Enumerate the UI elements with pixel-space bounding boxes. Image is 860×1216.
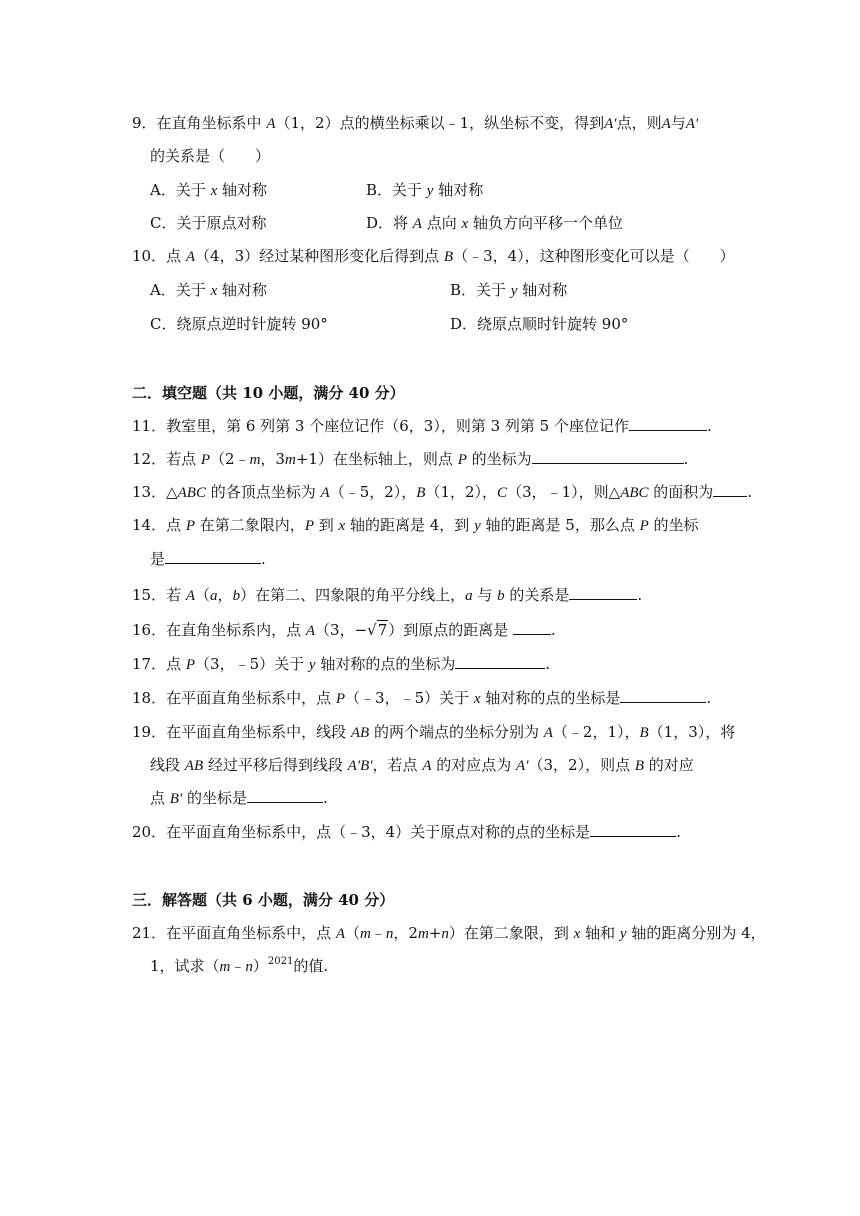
answer-blank[interactable] [513,620,551,635]
question-9-option-c: C．关于原点对称 [150,214,267,232]
answer-blank[interactable] [455,654,545,669]
answer-blank[interactable] [620,688,706,703]
question-9-option-d: D．将 A 点向 x 轴负方向平移一个单位 [366,214,623,232]
question-15: 15．若 A（a，b）在第二、四象限的角平分线上，a 与 b 的关系是 . [132,586,643,604]
square-root: √7 [367,621,388,639]
question-14-cont: 是 . [150,550,266,568]
answer-blank[interactable] [590,822,676,837]
question-17: 17．点 P（3，﹣5）关于 y 轴对称的点的坐标为 . [132,655,551,673]
answer-blank[interactable] [532,449,684,464]
question-13: 13．△ABC 的各顶点坐标为 A（﹣5，2），B（1，2），C（3，﹣1），则△ABC 的面积为 . [132,483,753,501]
question-11: 11．教室里，第 6 列第 3 个座位记作（6，3），则第 3 列第 5 个座位记作 . [132,417,712,435]
answer-blank[interactable] [569,585,637,600]
question-9-option-a: A．关于 x 轴对称 [150,181,268,199]
question-16: 16．在直角坐标系内，点 A（3，−√7）到原点的距离是 . [132,621,556,639]
question-19-cont: 线段 AB 经过平移后得到线段 A′B′，若点 A 的对应点为 A′（3，2），则点 B 的对应 [150,756,694,774]
question-9-option-b: B．关于 y 轴对称 [366,181,484,199]
question-14: 14．点 P 在第二象限内，P 到 x 轴的距离是 4，到 y 轴的距离是 5，那么点 P 的坐标 [132,516,699,534]
question-21-cont: 1，试求（m﹣n）$^{2021}$的值. [150,956,329,975]
question-21: 21．在平面直角坐标系中，点 A（m﹣n，2m+n）在第二象限，到 x 轴和 y 轴的距离分别为 4， [132,924,766,942]
answer-blank[interactable] [713,482,747,497]
question-12: 12．若点 P（2﹣m，3m+1）在坐标轴上，则点 P 的坐标为 . [132,450,689,468]
answer-blank[interactable] [247,788,323,803]
question-10-option-c: C．绕原点逆时针旋转 90° [150,315,328,333]
question-19: 19．在平面直角坐标系中，线段 AB 的两个端点的坐标分别为 A（﹣2，1），B（1，3），将 [132,723,736,741]
question-18: 18．在平面直角坐标系中，点 P（﹣3，﹣5）关于 x 轴对称的点的坐标是 . [132,689,712,707]
question-10-stem: 10．点 A（4，3）经过某种图形变化后得到点 B（﹣3，4），这种图形变化可以是（ ） [132,247,735,265]
question-19-cont-2: 点 B′ 的坐标是 . [150,789,328,807]
section-2-heading: 二．填空题（共 10 小题，满分 40 分） [132,384,405,402]
answer-blank[interactable] [165,549,261,564]
section-3-heading: 三．解答题（共 6 小题，满分 40 分） [132,891,395,909]
question-10-option-d: D．绕原点顺时针旋转 90° [450,315,629,333]
question-10-option-b: B．关于 y 轴对称 [450,281,568,299]
answer-blank[interactable] [629,416,707,431]
question-10-option-a: A．关于 x 轴对称 [150,281,268,299]
question-9-stem: 9．在直角坐标系中 A（1，2）点的横坐标乘以﹣1，纵坐标不变，得到A′点，则A与A′ [132,114,699,132]
question-20: 20．在平面直角坐标系中，点（﹣3，4）关于原点对称的点的坐标是 . [132,823,681,841]
question-9-stem-cont: 的关系是（ ） [150,147,271,165]
